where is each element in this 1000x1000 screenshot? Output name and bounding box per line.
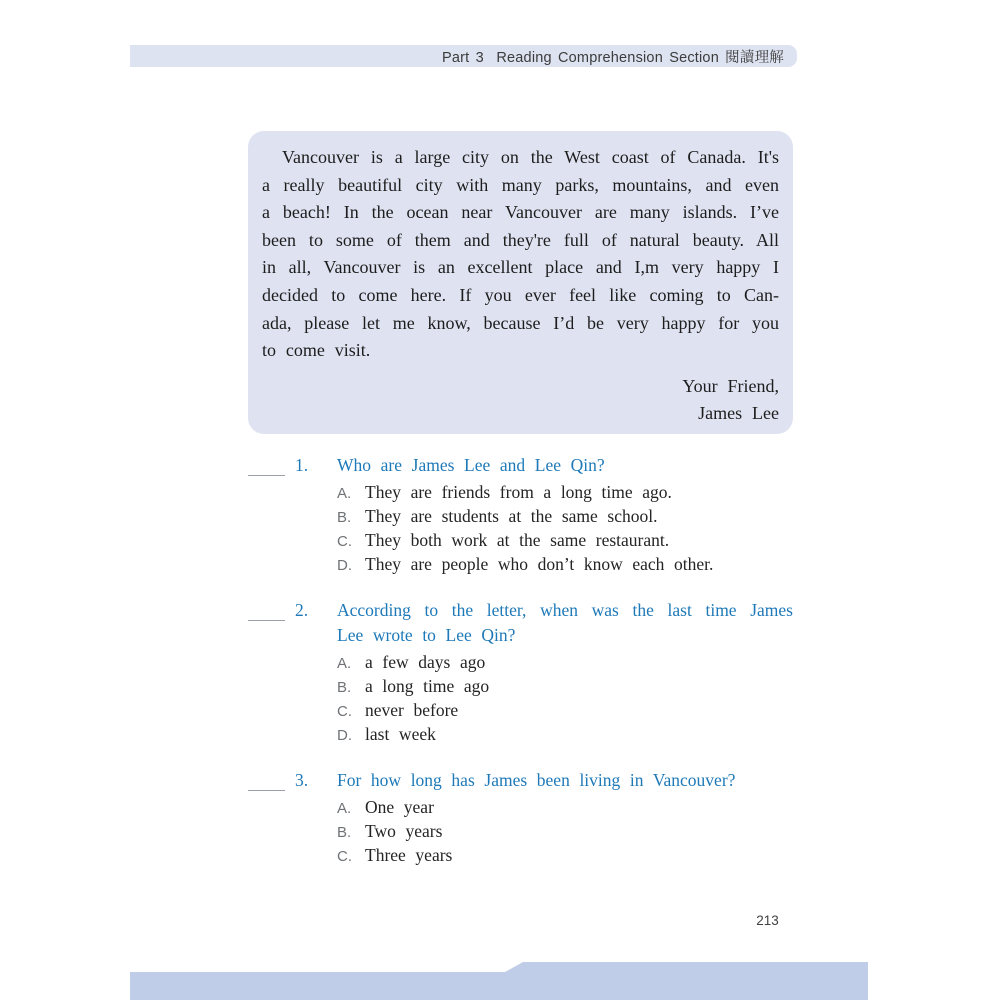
options-list — [337, 651, 793, 747]
option-row — [337, 675, 793, 699]
question-number: 1. — [295, 455, 309, 475]
question-text — [337, 453, 793, 478]
question-line: Who are James Lee and Lee Qin? — [337, 455, 605, 475]
option-letter: D. — [337, 727, 352, 744]
options-list — [337, 796, 793, 868]
question-line: Lee wrote to Lee Qin? — [337, 625, 516, 645]
option-row — [337, 529, 793, 553]
option-row — [337, 699, 793, 723]
option-text: never before — [365, 700, 459, 720]
letter-card — [248, 131, 793, 434]
option-text: a few days ago — [365, 652, 486, 672]
question-line: For how long has James been living in Vancouver? — [337, 770, 736, 790]
page-header-title: Part 3 Reading Comprehension Section 閱讀理解 — [442, 49, 784, 66]
letter-line: a really beautiful city with many parks, mountains, and even — [262, 174, 779, 195]
option-text: last week — [365, 724, 436, 744]
question-block — [248, 768, 793, 868]
answer-blank — [248, 453, 285, 476]
question-line: According to the letter, when was the last time James — [337, 600, 793, 620]
option-text: They are people who don’t know each other. — [365, 554, 714, 574]
letter-body — [262, 144, 779, 365]
letter-signature — [262, 373, 779, 428]
option-text: Two years — [365, 821, 443, 841]
option-letter: B. — [337, 509, 352, 526]
option-letter: A. — [337, 655, 352, 672]
option-letter: C. — [337, 703, 352, 720]
option-row — [337, 723, 793, 747]
option-row — [337, 481, 793, 505]
letter-line: ada, please let me know, because I’d be very happy for you — [262, 312, 779, 333]
option-text: They are friends from a long time ago. — [365, 482, 672, 502]
option-letter: A. — [337, 485, 352, 502]
letter-line: in all, Vancouver is an excellent place and I,m very happy I — [262, 257, 779, 278]
question-number: 3. — [295, 770, 309, 790]
letter-line: been to some of them and they're full of natural beauty. All — [262, 229, 779, 250]
option-row — [337, 553, 793, 577]
option-row — [337, 651, 793, 675]
options-list — [337, 481, 793, 577]
letter-line: to come visit. — [262, 340, 371, 361]
option-text: Three years — [365, 845, 453, 865]
page-header-band — [130, 45, 797, 67]
option-letter: A. — [337, 800, 352, 817]
question-text — [337, 768, 793, 793]
option-text: a long time ago — [365, 676, 490, 696]
letter-line: a beach! In the ocean near Vancouver are many islands. I’ve — [262, 202, 779, 223]
footer-shape — [130, 962, 868, 1000]
answer-blank — [248, 598, 285, 621]
option-row — [337, 844, 793, 868]
question-block — [248, 453, 793, 577]
question-block — [248, 598, 793, 747]
question-head — [248, 453, 793, 478]
signature-line: James Lee — [698, 403, 779, 424]
signature-line: Your Friend, — [682, 375, 779, 396]
page-number: 213 — [756, 913, 779, 928]
letter-line: Vancouver is a large city on the West coast of Canada. It's — [282, 147, 779, 167]
option-text: One year — [365, 797, 434, 817]
option-row — [337, 796, 793, 820]
option-text: They are students at the same school. — [365, 506, 658, 526]
option-letter: D. — [337, 557, 352, 574]
question-head — [248, 768, 793, 793]
question-text — [337, 598, 793, 648]
option-row — [337, 820, 793, 844]
answer-blank — [248, 768, 285, 791]
option-letter: B. — [337, 824, 352, 841]
option-row — [337, 505, 793, 529]
questions-section — [248, 453, 793, 889]
option-letter: B. — [337, 679, 352, 696]
letter-line: decided to come here. If you ever feel like coming to Can- — [262, 284, 779, 305]
option-letter: C. — [337, 848, 352, 865]
question-head — [248, 598, 793, 648]
option-text: They both work at the same restaurant. — [365, 530, 670, 550]
footer-band — [130, 962, 868, 1000]
option-letter: C. — [337, 533, 352, 550]
question-number: 2. — [295, 600, 309, 620]
